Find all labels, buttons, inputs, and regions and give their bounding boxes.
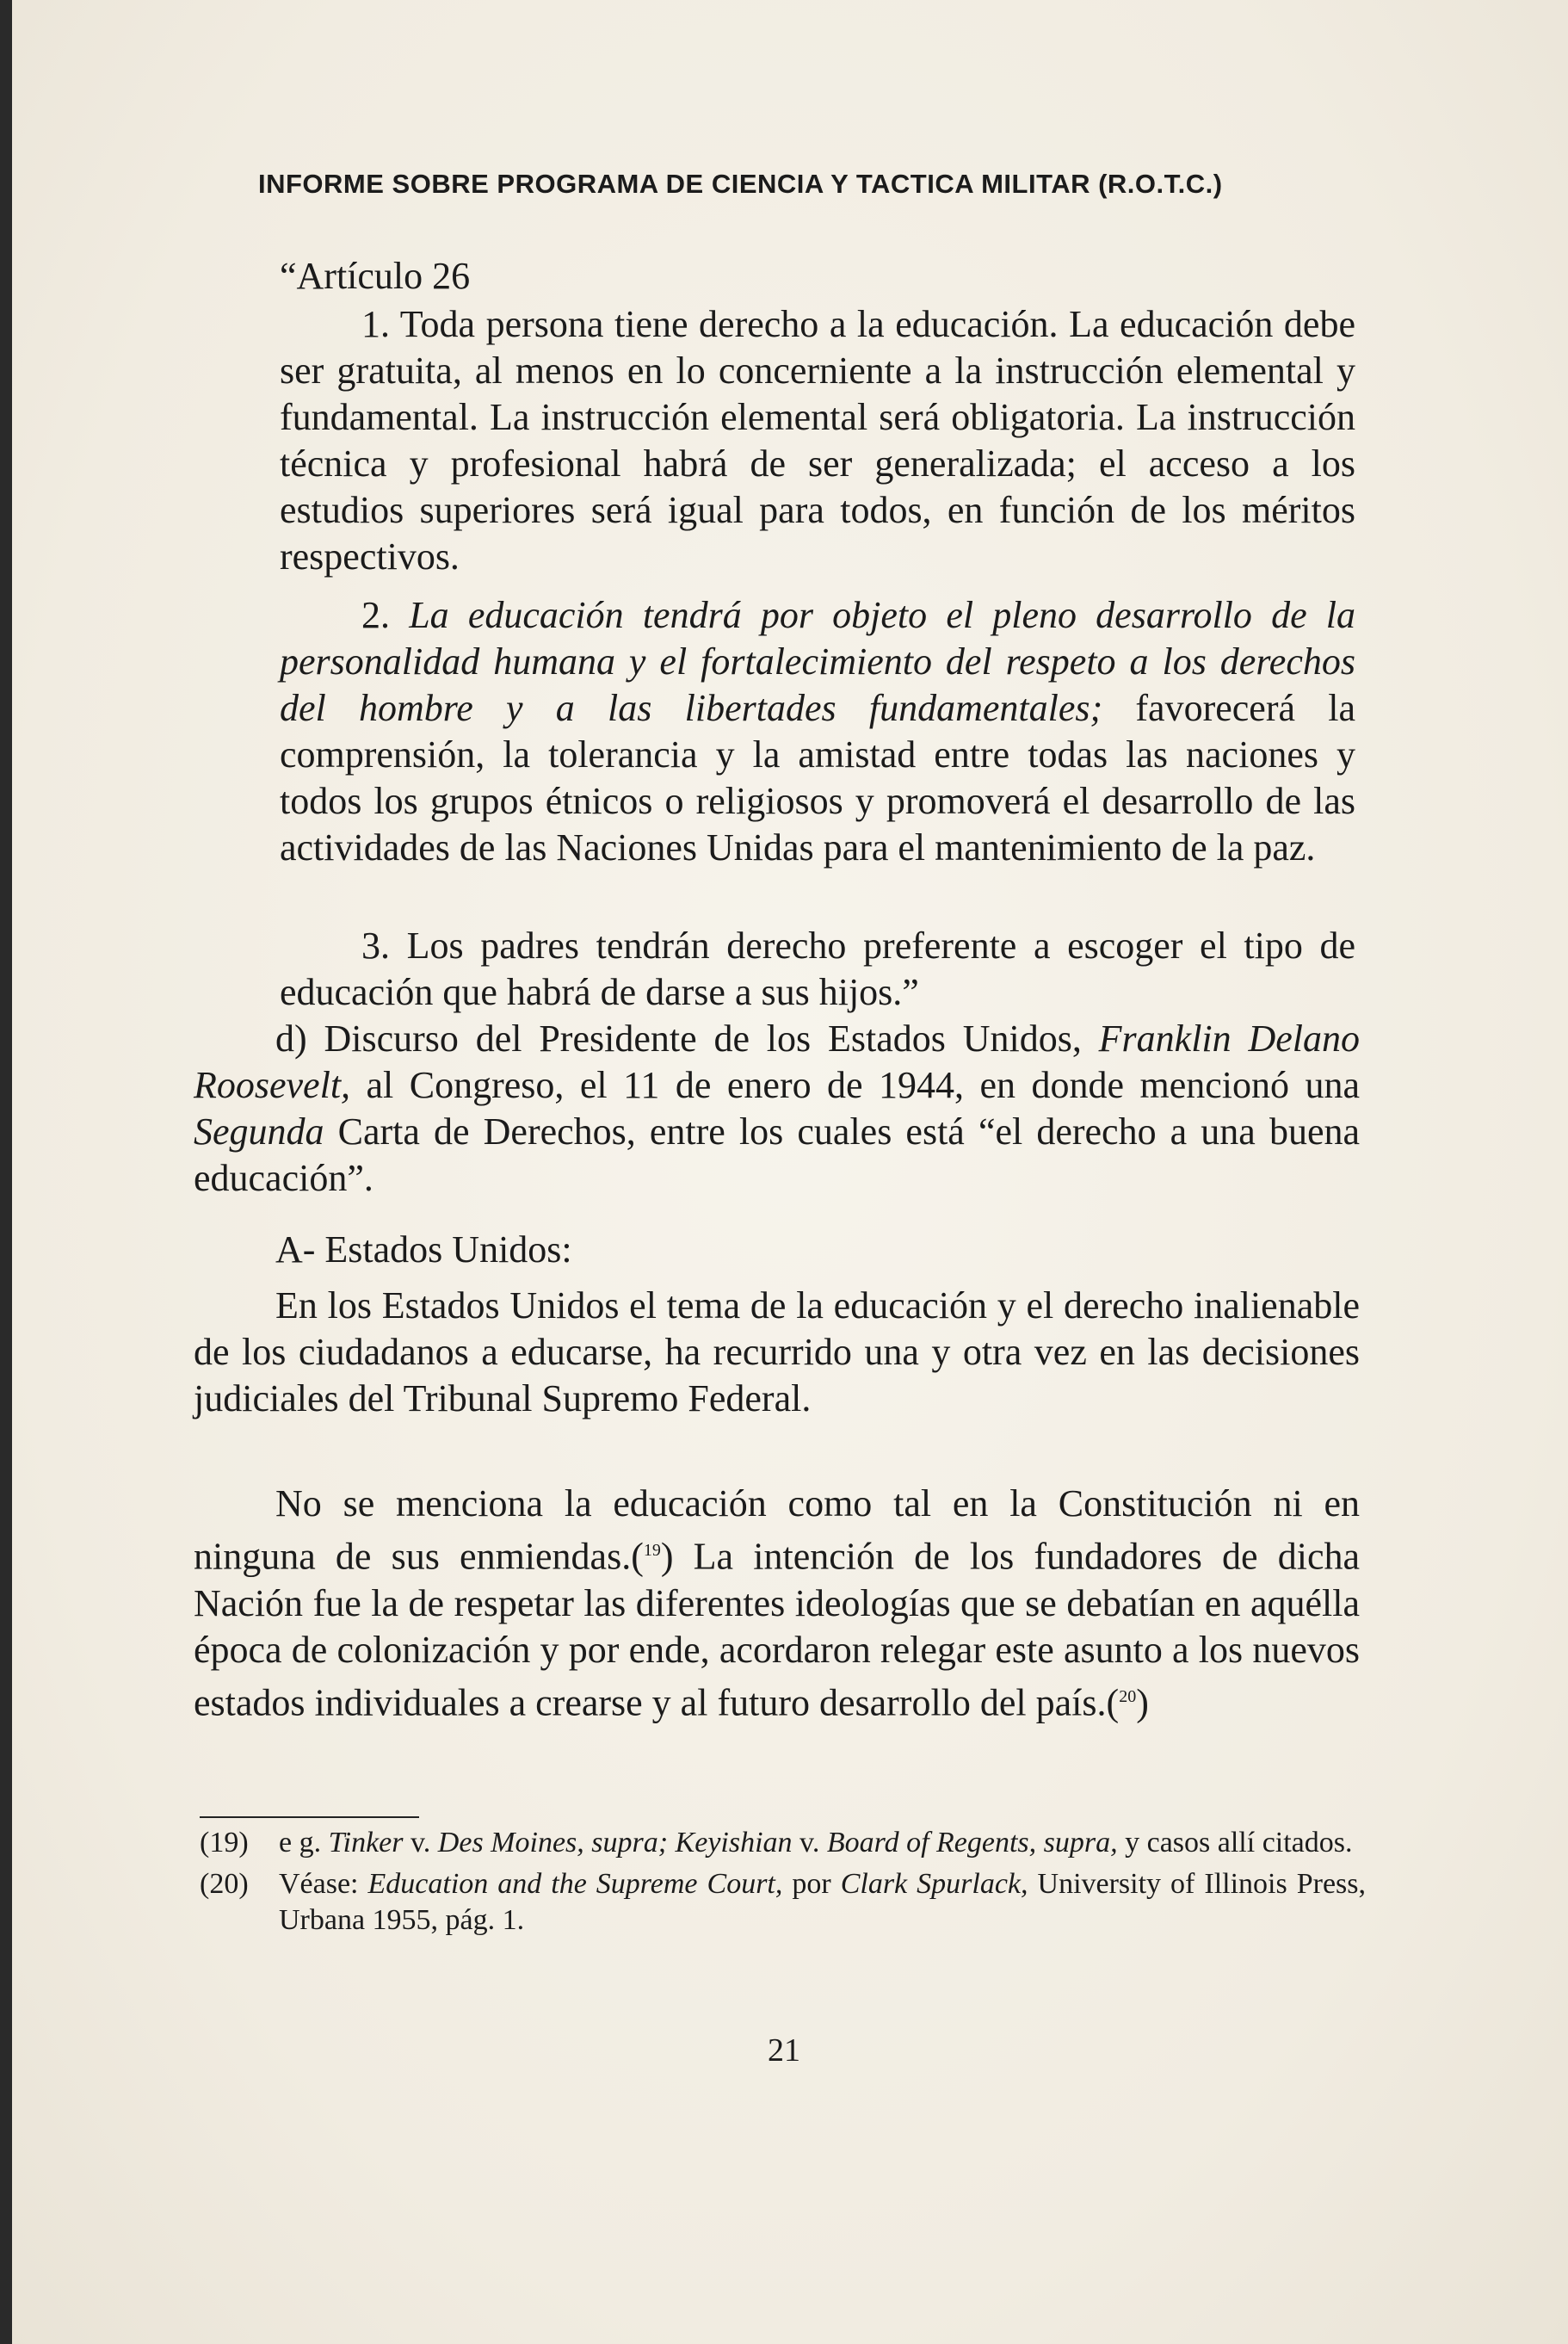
footnote-20: (20) Véase: Education and the Supreme Court, por Clark Spurlack, University of Illinois Press, Urbana 1955, pág. 1.	[200, 1868, 1366, 1936]
section-d-paragraph: d) Discurso del Presidente de los Estados Unidos, Franklin Delano Roosevelt, al Congreso, el 11 de enero de 1944, en donde mencionó una Segunda Carta de Derechos, entre los cuales está “el derecho a una buena educación”.	[194, 1017, 1361, 1199]
section-a-heading: A- Estados Unidos:	[275, 1228, 572, 1271]
footnote-divider	[200, 1816, 419, 1818]
article-paragraph-2: 2. La educación tendrá por objeto el pleno desarrollo de la personalidad humana y el fortalecimiento del respeto a los derechos del hombre y a las libertades fundamentales; favorecerá la comprensión, la tolerancia y la amistad entre todas las naciones y todos los grupos étnicos o religiosos y promoverá el desarrollo de las actividades de las Naciones Unidas para el mantenimiento de la paz.	[280, 594, 1356, 869]
us-paragraph-1: En los Estados Unidos el tema de la educación y el derecho inalienable de los ciudadanos a educarse, ha recurrido una y otra vez en las decisiones judiciales del Tribunal Supremo Federal.	[194, 1284, 1360, 1419]
footnote-ref-20: 20	[1119, 1686, 1137, 1706]
article-paragraph-1: 1. Toda persona tiene derecho a la educación. La educación debe ser gratuita, al menos en lo concerniente a la instrucción elemental y fundamental. La instrucción elemental será obligatoria. La instrucción técnica y profesional habrá de ser generalizada; el acceso a los estudios superiores será igual para todos, en función de los méritos respectivos.	[280, 303, 1355, 578]
scan-edge	[0, 0, 12, 2344]
us-paragraph-2: No se menciona la educación como tal en la Constitución ni en ninguna de sus enmiendas.($^{19}$) La intención de los fundadores de dicha Nación fue la de respetar las diferentes ideologías que se debatían en aquélla época de colonización y por ende, acordaron relegar este asunto a los nuevos estados individuales a crearse y al futuro desarrollo del país.($^{20}$)	[194, 1482, 1361, 1724]
footnotes	[200, 1825, 1366, 1944]
italic-text: La educación tendrá por objeto el pleno desarrollo de la personalidad humana y el fortalecimiento del respeto a los derechos del hombre y a las libertades fundamentales;	[280, 594, 1356, 729]
segunda-italic: Segunda	[194, 1110, 324, 1153]
roosevelt-name: Franklin Delano Roosevelt,	[194, 1017, 1361, 1106]
page-number: 21	[768, 2032, 800, 2069]
article-paragraph-3: 3. Los padres tendrán derecho preferente a escoger el tipo de educación que habrá de darse a sus hijos.”	[280, 925, 1355, 1013]
article-title: “Artículo 26	[280, 255, 471, 297]
footnote-ref-19: 19	[643, 1541, 661, 1560]
running-header: INFORME SOBRE PROGRAMA DE CIENCIA Y TACTICA MILITAR (R.O.T.C.)	[258, 169, 1223, 199]
footnote-19: (19) e g. Tinker v. Des Moines, supra; Keyishian v. Board of Regents, supra, y casos allí citados.	[200, 1827, 1353, 1859]
